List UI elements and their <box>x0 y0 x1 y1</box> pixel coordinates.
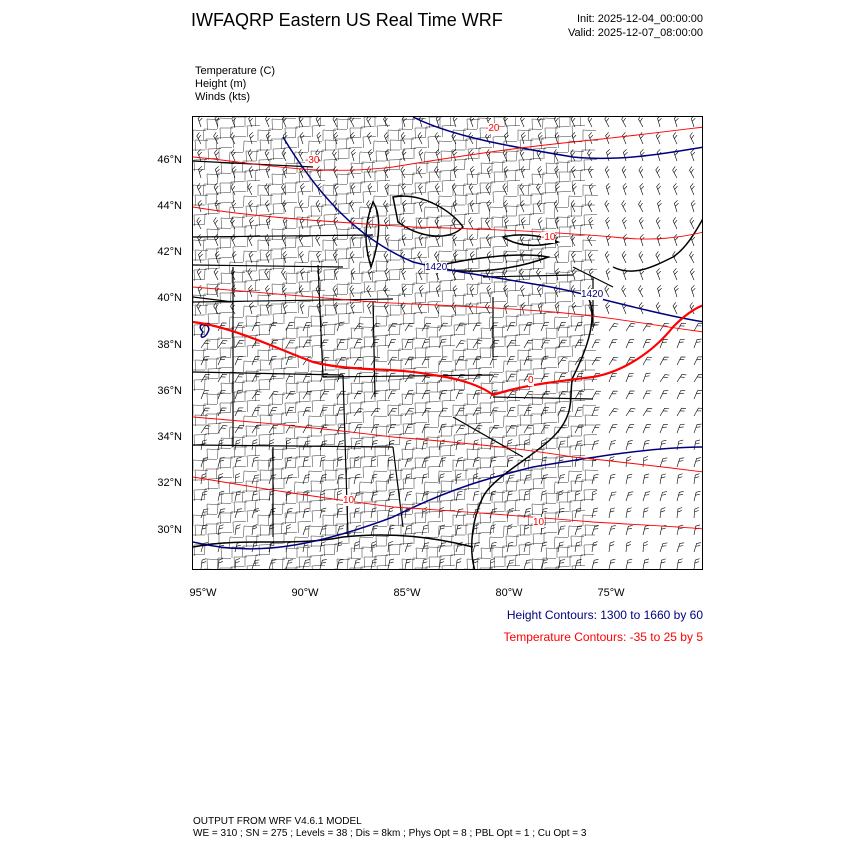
lat-label: 40°N <box>157 292 182 304</box>
lat-label: 38°N <box>157 339 182 351</box>
lat-label: 36°N <box>157 385 182 397</box>
map-svg <box>193 117 703 570</box>
temperature-contour-label: 0 <box>528 375 534 386</box>
temperature-contours-legend: Temperature Contours: -35 to 25 by 5 <box>503 630 703 644</box>
lon-label: 85°W <box>393 587 421 599</box>
map-title: IWFAQRP Eastern US Real Time WRF <box>191 10 503 30</box>
lat-label: 42°N <box>157 246 182 258</box>
lat-label: 46°N <box>157 154 182 166</box>
height-contour-label: 1420 <box>425 262 448 273</box>
valid-time: Valid: 2025-12-07_08:00:00 <box>568 27 703 39</box>
footer-settings: WE = 310 ; SN = 275 ; Levels = 38 ; Dis = 8km ; Phys Opt = 8 ; PBL Opt = 1 ; Cu Opt = 3 <box>193 828 587 839</box>
lon-label: 75°W <box>597 587 625 599</box>
field-temperature: Temperature (C) <box>195 65 276 77</box>
field-height: Height (m) <box>195 78 247 90</box>
wind-barbs <box>196 117 703 570</box>
map-plot <box>192 116 703 570</box>
lon-label: 90°W <box>291 587 319 599</box>
temperature-contour-label: -30 <box>305 155 320 166</box>
temperature-contour-label: -20 <box>485 123 500 134</box>
temperature-contour-label: 10 <box>343 495 355 506</box>
lat-label: 32°N <box>157 477 182 489</box>
temperature-contours <box>193 127 703 529</box>
init-time: Init: 2025-12-04_00:00:00 <box>577 13 703 25</box>
height-contour-label: 1420 <box>581 289 604 300</box>
height-contours-legend: Height Contours: 1300 to 1660 by 60 <box>506 608 703 622</box>
county-borders <box>193 117 598 570</box>
lat-label: 30°N <box>157 524 182 536</box>
temperature-contour-label: 10 <box>533 517 545 528</box>
field-winds: Winds (kts) <box>195 91 250 103</box>
lon-label: 95°W <box>189 587 217 599</box>
lat-label: 34°N <box>157 431 182 443</box>
footer-model: OUTPUT FROM WRF V4.6.1 MODEL <box>193 816 362 827</box>
lon-label: 80°W <box>495 587 523 599</box>
temperature-contour-label: -10 <box>541 232 556 243</box>
lat-label: 44°N <box>157 200 182 212</box>
